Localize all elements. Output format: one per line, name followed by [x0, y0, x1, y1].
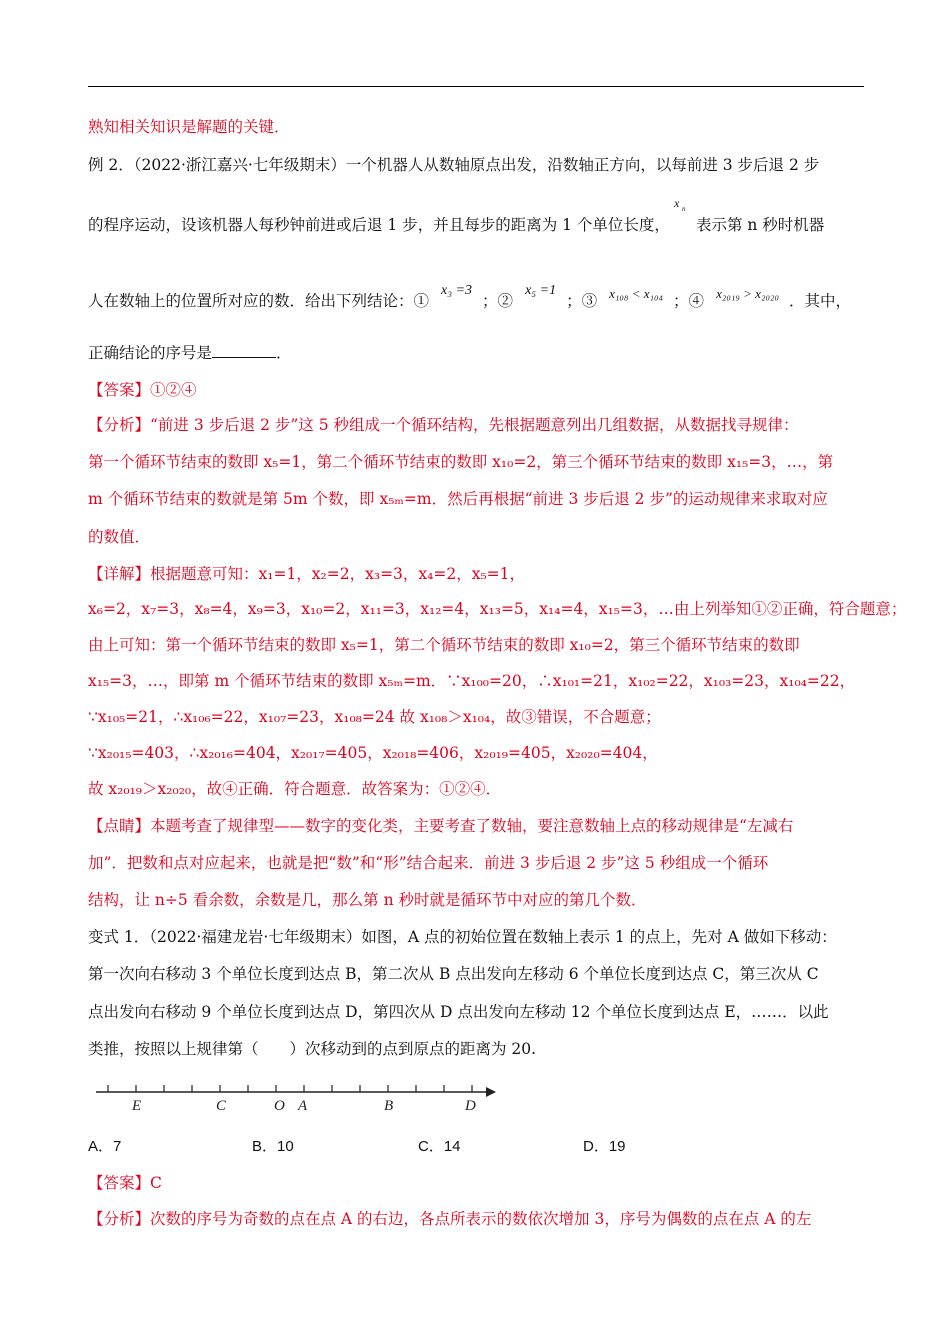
- example-2-line-2a: 的程序运动，设该机器人每秒钟前进或后退 1 步，并且每步的距离为 1 个单位长度，: [88, 216, 670, 234]
- answer-blank: [212, 343, 276, 358]
- analysis-1-line-3: m 个循环节结束的数就是第 5m 个数，即 x₅ₘ=m．然后再根据“前进 3 步后退 2 步”的运动规律来求取对应: [88, 490, 828, 508]
- label-b: B: [384, 1098, 394, 1114]
- analysis-1-line-4: 的数值．: [88, 528, 151, 546]
- conclusion-4: x₂₀₁₉ > x₂₀₂₀: [716, 286, 780, 301]
- sep-4: ；④: [673, 292, 705, 310]
- conclusion-2: x₅ =1: [525, 283, 557, 298]
- analysis-2-line-1: 【分析】次数的序号为奇数的点在点 A 的右边，各点所表示的数依次增加 3，序号为偶数的点在点 A 的左: [88, 1210, 812, 1228]
- header-rule: [88, 86, 864, 87]
- example-2-line-3b: ．其中，: [789, 292, 852, 310]
- answer-2: 【答案】C: [88, 1174, 162, 1192]
- question-text: 正确结论的序号是: [88, 344, 213, 362]
- detail-line-4: x₁₅=3，…，即第 m 个循环节结束的数即 x₅ₘ=m．∵x₁₀₀=20，∴x₁₀₁=21，x₁₀₂=22，x₁₀₃=23，x₁₀₄=22，: [88, 672, 856, 690]
- detail-line-7: 故 x₂₀₁₉＞x₂₀₂₀，故④正确．符合题意．故答案为：①②④．: [88, 780, 502, 798]
- comment-line-3: 结构，让 n÷5 看余数，余数是几，那么第 n 秒时就是循环节中对应的第几个数．: [88, 891, 647, 909]
- analysis-1-line-1: 【分析】“前进 3 步后退 2 步”这 5 秒组成一个循环结构，先根据题意列出几组数据，从数据找寻规律：: [88, 416, 799, 434]
- option-a[interactable]: A．7: [88, 1138, 122, 1155]
- comment-line-2: 加”．把数和点对应起来，也就是把“数”和“形”结合起来．前进 3 步后退 2 步”这 5 秒组成一个循环: [88, 854, 769, 872]
- number-line-figure: [92, 1080, 512, 1120]
- label-e: E: [132, 1098, 142, 1114]
- label-o: O: [274, 1098, 285, 1114]
- example-2-line-2: [88, 196, 825, 236]
- arrow-head-icon: [486, 1087, 496, 1097]
- option-c[interactable]: C．14: [418, 1138, 461, 1155]
- conclusion-3: x₁₀₈ < x₁₀₄: [609, 286, 664, 301]
- option-d[interactable]: D．19: [583, 1138, 626, 1155]
- example-2-line-1: 例 2．（2022·浙江嘉兴·七年级期末）一个机器人从数轴原点出发，沿数轴正方向，以每前进 3 步后退 2 步: [88, 156, 820, 174]
- variant-1-line-4: 类推，按照以上规律第（ ）次移动到的点到原点的距离为 20.: [88, 1040, 537, 1058]
- label-d: D: [465, 1098, 476, 1114]
- label-c: C: [216, 1098, 227, 1114]
- variant-1-line-3: 点出发向右移动 9 个单位长度到达点 D，第四次从 D 点出发向左移动 12 个单位长度到达点 E，……．以此: [88, 1003, 829, 1021]
- sep-2: ；②: [482, 292, 514, 310]
- detail-line-2: x₆=2，x₇=3，x₈=4，x₉=3，x₁₀=2，x₁₁=3，x₁₂=4，x₁₃=5，x₁₄=4，x₁₅=3，…由上列举知①②正确，符合题意；: [88, 600, 907, 618]
- sep-3: ；③: [566, 292, 598, 310]
- conclusion-1: x₃ =3: [441, 283, 473, 298]
- example-2-line-2b: 表示第 n 秒时机器: [695, 216, 825, 234]
- detail-line-1: 【详解】根据题意可知：x₁=1，x₂=2，x₃=3，x₄=2，x₅=1，: [88, 565, 526, 583]
- example-2-line-3: [88, 283, 852, 314]
- detail-line-3: 由上可知：第一个循环节结束的数即 x₅=1，第二个循环节结束的数即 x₁₀=2，第三个循环节结束的数即: [88, 636, 800, 654]
- example-2-line-4: [88, 342, 292, 364]
- example-2-line-3a: 人在数轴上的位置所对应的数．给出下列结论：①: [88, 292, 430, 310]
- option-b[interactable]: B．10: [252, 1138, 294, 1155]
- variant-1-line-2: 第一次向右移动 3 个单位长度到达点 B，第二次从 B 点出发向左移动 6 个单位长度到达点 C，第三次从 C: [88, 965, 819, 983]
- intro-line: 熟知相关知识是解题的关键．: [88, 118, 290, 136]
- label-a: A: [298, 1098, 308, 1114]
- comment-line-1: 【点睛】本题考查了规律型——数字的变化类，主要考查了数轴，要注意数轴上点的移动规律是“左减右: [88, 817, 794, 835]
- detail-line-6: ∵x₂₀₁₅=403，∴x₂₀₁₆=404，x₂₀₁₇=405，x₂₀₁₈=406，x₂₀₁₉=405，x₂₀₂₀=404，: [88, 744, 658, 762]
- period: ．: [276, 344, 292, 362]
- variant-1-line-1: 变式 1．（2022·福建龙岩·七年级期末）如图，A 点的初始位置在数轴上表示 1 的点上，先对 A 做如下移动：: [88, 928, 837, 946]
- answer-1: 【答案】①②④: [88, 381, 197, 399]
- analysis-1-line-2: 第一个循环节结束的数即 x₅=1，第二个循环节结束的数即 x₁₀=2，第三个循环节结束的数即 x₁₅=3，…，第: [88, 453, 834, 471]
- detail-line-5: ∵x₁₀₅=21，∴x₁₀₆=22，x₁₀₇=23，x₁₀₈=24 故 x₁₀₈＞x₁₀₄，故③错误，不合题意；: [88, 708, 661, 726]
- xn-symbol: x n: [673, 196, 686, 213]
